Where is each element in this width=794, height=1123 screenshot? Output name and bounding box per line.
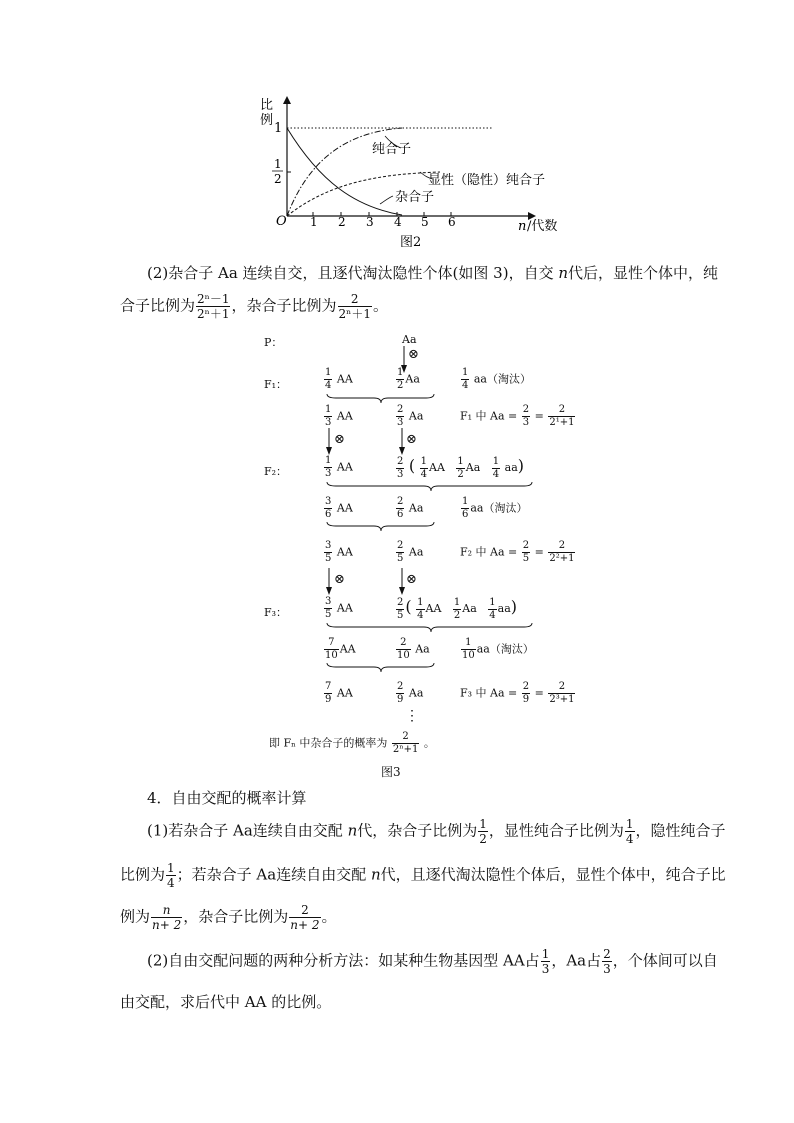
label-hetero: 杂合子 xyxy=(395,190,435,205)
figure-3-caption: 图3 xyxy=(381,765,401,779)
x-label-unit: /代数 xyxy=(527,219,558,234)
f1-aa-culled: $\frac{1}{4}$ aa（淘汰） xyxy=(462,367,531,391)
f2i-Aa: $\frac{2}{6}$ Aa xyxy=(397,496,424,520)
y-label-2: 例 xyxy=(260,113,274,128)
f3n-AA: $\frac{7}{9}$ AA xyxy=(325,681,353,705)
para2-line2: 合子比例为 $\frac{\text{2ⁿ－1}}{\text{2ⁿ＋1}}$ ，杂合子比例为 $\frac{2}{\text{2ⁿ＋1}}$ 。 xyxy=(120,292,388,321)
f2i-brace xyxy=(326,521,436,533)
section4-p2-line1: (2)自由交配问题的两种分析方法：如某种生物基因型 AA占 $\frac{1}{3}$ ，Aa占 $\frac{2}{3}$ ，个体间可以自 xyxy=(147,947,718,976)
f2n-AA: $\frac{3}{5}$ AA xyxy=(325,540,353,564)
f1n-AA: $\frac{1}{3}$ AA xyxy=(325,404,353,428)
f3-aa-culled: $\frac{1}{10}$ aa（淘汰） xyxy=(462,637,534,661)
label-F1: F₁： xyxy=(264,378,288,391)
f3-AA: $\frac{3}{5}$ AA xyxy=(325,596,353,620)
f1-Aa: $\frac{1}{2}$ Aa xyxy=(397,367,420,391)
y-tick-half-den: 2 xyxy=(274,172,282,186)
x-tick-4: 4 xyxy=(394,215,402,229)
f2n-Aa: $\frac{2}{5}$ Aa xyxy=(397,540,424,564)
f1n-Aa: $\frac{2}{3}$ Aa xyxy=(397,404,424,428)
f2i-AA: $\frac{3}{6}$ AA xyxy=(325,496,353,520)
f2-brace xyxy=(326,481,536,493)
x-tick-6: 6 xyxy=(448,215,456,229)
selfing-symbol-p: ⊗ xyxy=(408,347,419,362)
section4-p1-line3: 例为 $\frac{n}{n+ 2}$ ，杂合子比例为 $\frac{2}{n+ 2}$ 。 xyxy=(120,903,337,932)
frac-pure-ratio: $\frac{\text{2ⁿ－1}}{\text{2ⁿ＋1}}$ xyxy=(197,292,230,321)
para2-line1: (2)杂合子 Aa 连续自交，且逐代淘汰隐性个体(如图 3)，自交 n代后，显性个体中，纯 xyxy=(147,264,719,282)
f2-AA: $\frac{1}{3}$ AA xyxy=(325,455,353,479)
selfing-symbol-f2b: ⊗ xyxy=(406,572,417,587)
f3-conclusion: 即 Fₙ 中杂合子的概率为 $\frac{2}{\text{2ⁿ+1}}$ 。 xyxy=(269,731,435,755)
p-genotype: Aa xyxy=(402,333,417,346)
section4-p2-line2: 由交配，求后代中 AA 的比例。 xyxy=(120,993,332,1011)
frac-hetero-ratio: $\frac{2}{\text{2ⁿ＋1}}$ xyxy=(338,292,371,321)
selfing-symbol-f2a: ⊗ xyxy=(334,572,345,587)
section4-p1-line1: (1)若杂合子 Aa连续自由交配 n代，杂合子比例为 $\frac{1}{2}$ ，显性纯合子比例为 $\frac{1}{4}$ ，隐性纯合子 xyxy=(147,817,726,846)
label-P: P： xyxy=(264,336,283,349)
x-label-var: n xyxy=(518,219,527,234)
label-F3: F₃： xyxy=(264,606,288,619)
figure-2-caption: 图2 xyxy=(400,235,422,247)
f3-Aa-split: $\frac{2}{5}$ ( $\frac{1}{4}$ AA $\frac{1}{2}$ Aa $\frac{1}{4}$ aa) xyxy=(397,596,518,621)
x-tick-5: 5 xyxy=(421,215,429,229)
f2-aa-culled: $\frac{1}{6}$ aa（淘汰） xyxy=(462,496,528,520)
x-tick-3: 3 xyxy=(366,215,374,229)
label-F2: F₂： xyxy=(264,465,288,478)
f1-brace xyxy=(326,393,436,405)
y-tick-one-label: 1 xyxy=(274,121,283,136)
y-tick-half-num: 1 xyxy=(274,157,282,171)
f3-brace xyxy=(326,622,536,634)
f1-AA: $\frac{1}{4}$ AA xyxy=(325,367,353,391)
label-pure: 纯合子 xyxy=(372,142,412,157)
f3n-Aa: $\frac{2}{9}$ Aa xyxy=(397,681,424,705)
f3i-brace xyxy=(326,662,436,674)
continuation-ellipsis: ⋮ xyxy=(405,708,419,724)
f3i-Aa: $\frac{2}{10}$ Aa xyxy=(397,637,430,661)
selfing-symbol-f1b: ⊗ xyxy=(406,432,417,447)
f2-note: F₂ 中 Aa = $\frac{2}{5}$ = $\frac{2}{\text{2²+1}}$ xyxy=(460,540,575,564)
selfing-symbol-f1a: ⊗ xyxy=(334,432,345,447)
label-dominant: 显性（隐性）纯合子 xyxy=(428,173,546,188)
origin-label: O xyxy=(276,214,287,229)
f2-Aa-split: $\frac{2}{3}$ ( $\frac{1}{4}$ AA $\frac{1}{2}$ Aa $\frac{1}{4}$ aa) xyxy=(397,455,525,480)
x-tick-2: 2 xyxy=(338,215,346,229)
x-tick-1: 1 xyxy=(310,215,318,229)
section4-p1-line2: 比例为 $\frac{1}{4}$ ；若杂合子 Aa连续自由交配 n代，且逐代淘汰隐性个体后，显性个体中，纯合子比 xyxy=(120,861,726,890)
section4-heading: 4．自由交配的概率计算 xyxy=(147,789,307,807)
f1-note: F₁ 中 Aa = $\frac{2}{3}$ = $\frac{2}{\text{2¹+1}}$ xyxy=(460,404,575,428)
f3-note: F₃ 中 Aa = $\frac{2}{9}$ = $\frac{2}{\text{2³+1}}$ xyxy=(460,681,575,705)
y-label-1: 比 xyxy=(260,98,274,113)
f3i-AA: $\frac{7}{10}$ AA xyxy=(325,637,356,661)
